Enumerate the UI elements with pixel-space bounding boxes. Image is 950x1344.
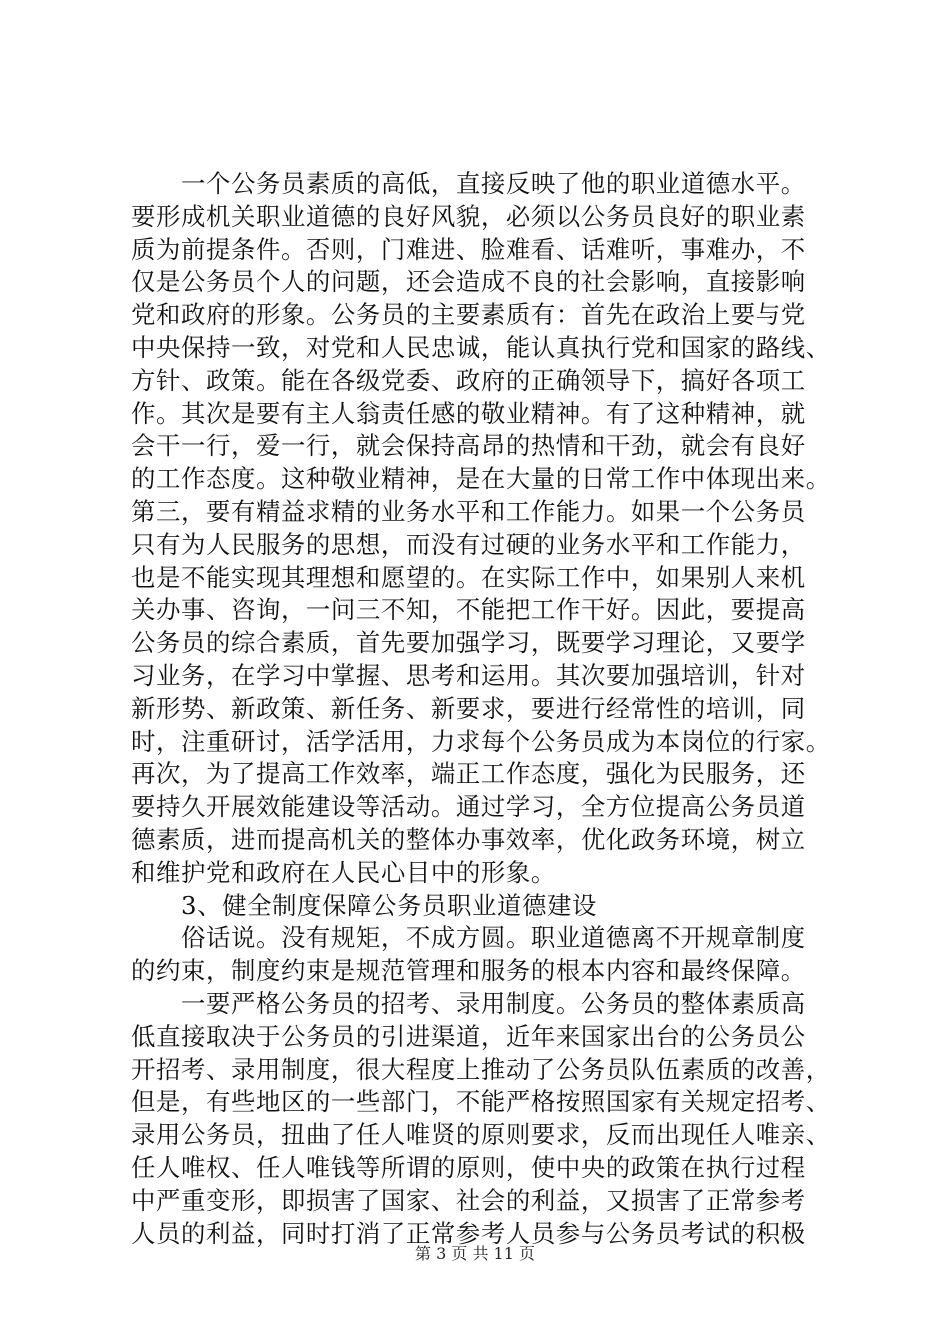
text-line: 党和政府的形象。公务员的主要素质有：首先在政治上要与党 (131, 300, 806, 330)
text-line: 低直接取决于公务员的引进渠道，近年来国家出台的公务员公 (131, 1021, 806, 1051)
text-line: 中严重变形，即损害了国家、社会的利益，又损害了正常参考 (131, 1185, 806, 1215)
text-line: 一个公务员素质的高低，直接反映了他的职业道德水平。 (131, 169, 806, 198)
text-line: 要持久开展效能建设等活动。通过学习，全方位提高公务员道 (131, 792, 806, 822)
text-line: 仅是公务员个人的问题，还会造成不良的社会影响，直接影响 (131, 267, 806, 297)
text-line: 录用公务员，扭曲了任人唯贤的原则要求，反而出现任人唯亲、 (131, 1120, 831, 1150)
text-line: 任人唯权、任人唯钱等所谓的原则，使中央的政策在执行过程 (131, 1152, 806, 1182)
text-line: 人员的利益，同时打消了正常参考人员参与公务员考试的积极 (131, 1218, 806, 1248)
document-body (131, 168, 831, 1250)
text-line: 也是不能实现其理想和愿望的。在实际工作中，如果别人来机 (131, 562, 806, 592)
text-line: 再次，为了提高工作效率，端正工作态度，强化为民服务，还 (131, 759, 806, 789)
text-line: 质为前提条件。否则，门难进、脸难看、话难听，事难办，不 (131, 234, 806, 264)
text-line: 公务员的综合素质，首先要加强学习，既要学习理论，又要学 (131, 628, 806, 658)
text-line: 作。其次是要有主人翁责任感的敬业精神。有了这种精神，就 (131, 398, 806, 428)
text-line: 方针、政策。能在各级党委、政府的正确领导下，搞好各项工 (131, 365, 806, 395)
text-line: 俗话说。没有规矩，不成方圆。职业道德离不开规章制度 (131, 923, 806, 953)
text-line: 开招考、录用制度，很大程度上推动了公务员队伍素质的改善， (131, 1054, 831, 1084)
text-line: 只有为人民服务的思想，而没有过硬的业务水平和工作能力， (131, 529, 806, 559)
text-line: 习业务，在学习中掌握、思考和运用。其次要加强培训，针对 (131, 660, 806, 690)
text-line: 和维护党和政府在人民心目中的形象。 (131, 857, 556, 887)
text-line: 的约束，制度约束是规范管理和服务的根本内容和最终保障。 (131, 956, 806, 986)
text-line: 时，注重研讨，活学活用，力求每个公务员成为本岗位的行家。 (131, 726, 831, 756)
text-line: 关办事、咨询，一问三不知，不能把工作干好。因此，要提高 (131, 595, 806, 625)
text-line: 新形势、新政策、新任务、新要求，要进行经常性的培训，同 (131, 693, 806, 723)
text-line: 的工作态度。这种敬业精神，是在大量的日常工作中体现出来。 (131, 464, 831, 494)
text-line: 德素质，进而提高机关的整体办事效率，优化政务环境，树立 (131, 824, 806, 854)
page-number-footer: 第 3 页 共 11 页 (415, 1244, 535, 1263)
text-line: 要形成机关职业道德的良好风貌，必须以公务员良好的职业素 (131, 201, 806, 231)
section-heading: 3、健全制度保障公务员职业道德建设 (131, 890, 597, 920)
text-line: 中央保持一致，对党和人民忠诚，能认真执行党和国家的路线、 (131, 332, 831, 362)
text-line: 第三，要有精益求精的业务水平和工作能力。如果一个公务员 (131, 496, 806, 526)
text-line: 但是，有些地区的一些部门，不能严格按照国家有关规定招考、 (131, 1087, 831, 1117)
text-line: 会干一行，爱一行，就会保持高昂的热情和干劲，就会有良好 (131, 431, 806, 461)
text-line: 一要严格公务员的招考、录用制度。公务员的整体素质高 (131, 988, 806, 1018)
